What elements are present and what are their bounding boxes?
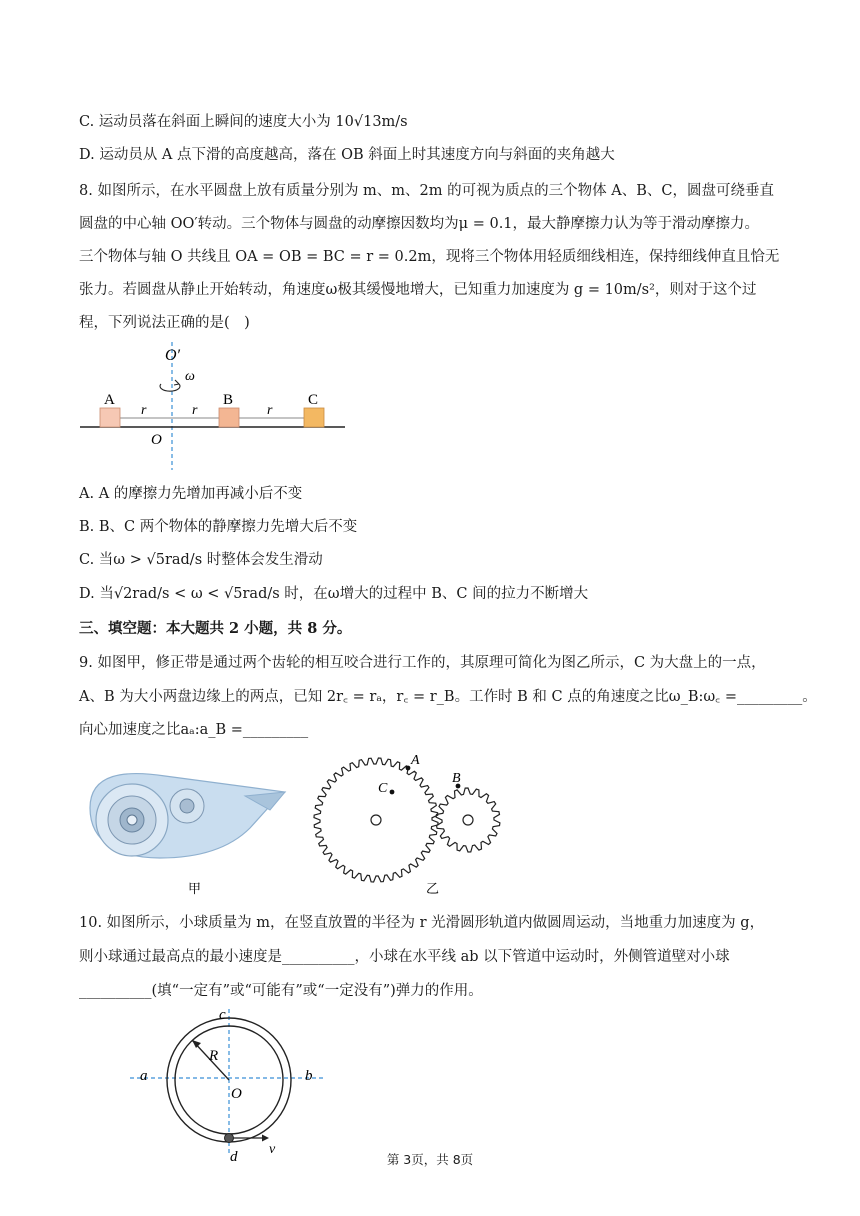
label-c: C <box>308 392 319 408</box>
label-a: A <box>104 392 115 408</box>
ball <box>225 1134 234 1143</box>
point-c <box>390 790 395 795</box>
q9-figure <box>80 748 510 900</box>
small-gear-center <box>463 815 473 825</box>
label-v: v <box>269 1142 276 1157</box>
q9-stem-2: A、B 为大小两盘边缘上的两点，已知 2r꜀ = rₐ，r꜀ = r_B。工作时 B 和 C 点的角速度之比ω_B:ω꜀ =_________。 <box>79 689 817 705</box>
block-a <box>100 408 120 427</box>
caption-jia: 甲 <box>188 881 202 896</box>
label-a: A <box>411 753 420 768</box>
q8-option-a: A. A 的摩擦力先增加再减小后不变 <box>79 486 303 502</box>
q8-option-b: B. B、C 两个物体的静摩擦力先增大后不变 <box>79 519 358 535</box>
q8-stem-3: 三个物体与轴 O 共线且 OA = OB = BC = r = 0.2m，现将三个物体用轻质细线相连，保持细线伸直且恰无 <box>79 249 780 265</box>
caption-yi: 乙 <box>426 881 440 896</box>
label-d: d <box>230 1149 238 1164</box>
label-o: O <box>151 432 162 448</box>
point-a <box>406 766 411 771</box>
block-b <box>219 408 239 427</box>
omega-label: ω <box>185 369 195 384</box>
large-gear-center <box>371 815 381 825</box>
label-c: C <box>378 781 388 796</box>
label-o: O <box>231 1086 242 1102</box>
label-b: B <box>452 771 461 786</box>
option-c-q7: C. 运动员落在斜面上瞬间的速度大小为 10√13m/s <box>79 114 408 130</box>
q10-stem-2: 则小球通过最高点的最小速度是__________，小球在水平线 ab 以下管道中运动时，外侧管道壁对小球 <box>79 949 730 965</box>
q8-option-d: D. 当√2rad/s < ω < √5rad/s 时，在ω增大的过程中 B、C 间的拉力不断增大 <box>79 586 589 602</box>
correction-tape-device <box>90 774 285 858</box>
small-gear <box>436 788 500 852</box>
q8-stem-1: 8. 如图所示，在水平圆盘上放有质量分别为 m、m、2m 的可视为质点的三个物体 A、B、C，圆盘可绕垂直 <box>79 183 774 199</box>
q8-figure <box>75 338 355 473</box>
q8-stem-2: 圆盘的中心轴 OO′转动。三个物体与圆盘的动摩擦因数均为μ = 0.1，最大静摩擦力认为等于滑动摩擦力。 <box>79 216 760 232</box>
radius-arrow-icon <box>192 1040 201 1048</box>
q10-figure <box>125 1004 335 1164</box>
o-prime-label: O′ <box>165 347 181 364</box>
q9-stem-3: 向心加速度之比aₐ:a_B =_________ <box>79 722 309 738</box>
rotation-arrow-icon <box>160 384 180 391</box>
label-c: c <box>219 1007 226 1023</box>
label-r-1: r <box>141 403 147 418</box>
q8-option-c: C. 当ω > √5rad/s 时整体会发生滑动 <box>79 552 323 568</box>
large-gear <box>314 758 438 882</box>
label-a: a <box>140 1068 148 1084</box>
label-r: R <box>209 1048 219 1064</box>
q10-stem-3: __________(填“一定有”或“可能有”或“一定没有”)弹力的作用。 <box>79 983 483 999</box>
block-c <box>304 408 324 427</box>
velocity-arrow-icon <box>262 1135 269 1142</box>
q8-stem-5: 程，下列说法正确的是( ) <box>79 315 250 331</box>
label-r-3: r <box>267 403 273 418</box>
label-b: b <box>305 1068 313 1084</box>
q9-stem-1: 9. 如图甲，修正带是通过两个齿轮的相互咬合进行工作的，其原理可简化为图乙所示，C 为大盘上的一点， <box>79 655 766 671</box>
label-b: B <box>223 392 234 408</box>
q8-stem-4: 张力。若圆盘从静止开始转动，角速度ω极其缓慢地增大，已知重力加速度为 g = 10m/s²，则对于这个过 <box>79 282 757 298</box>
label-r-2: r <box>192 403 198 418</box>
option-d-q7: D. 运动员从 A 点下滑的高度越高，落在 OB 斜面上时其速度方向与斜面的夹角越大 <box>79 147 615 163</box>
section-heading: 三、填空题：本大题共 2 小题，共 8 分。 <box>79 620 352 637</box>
q10-stem-1: 10. 如图所示，小球质量为 m，在竖直放置的半径为 r 光滑圆形轨道内做圆周运动，当地重力加速度为 g， <box>79 915 765 931</box>
page-footer: 第 3页，共 8页 <box>386 1152 474 1167</box>
